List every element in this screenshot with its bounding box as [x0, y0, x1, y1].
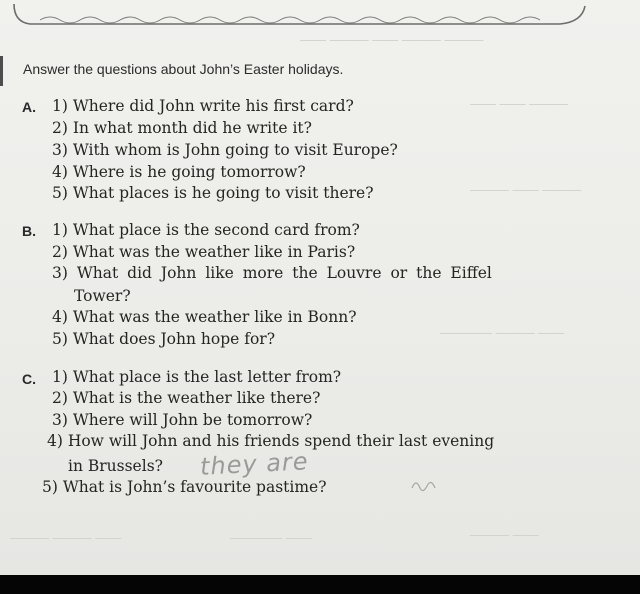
question-c4: 4) How will John and his friends spend their last evening: [47, 432, 495, 450]
bleed-through-text: ——— ——— ——: [10, 530, 122, 545]
question-c1: 1) What place is the last letter from?: [52, 368, 342, 386]
question-a4: 4) Where is he going tomorrow?: [52, 163, 306, 181]
exercise-instruction: Answer the questions about John’s Easter holidays.: [23, 61, 344, 77]
question-c5: 5) What is John’s favourite pastime?: [42, 478, 327, 496]
question-c3: 3) Where will John be tomorrow?: [52, 411, 313, 429]
question-b5: 5) What does John hope for?: [52, 330, 276, 348]
question-b3: 3) What did John like more the Louvre or the Eiffel: [52, 264, 492, 282]
pencil-scribble-icon: [408, 470, 448, 500]
question-b1: 1) What place is the second card from?: [52, 221, 360, 239]
question-a2: 2) In what month did he write it?: [52, 119, 312, 137]
bleed-through-text: ———— ——— ——: [440, 325, 565, 340]
question-a3: 3) With whom is John going to visit Europe?: [52, 141, 398, 159]
bleed-through-text: —— —— ———: [470, 96, 569, 111]
bleed-through-text: ——— ——: [470, 527, 539, 542]
question-a1: 1) Where did John write his first card?: [52, 97, 354, 115]
question-c4-continued: in Brussels?: [68, 457, 163, 475]
screen-bottom-bar: [0, 575, 640, 594]
question-b4: 4) What was the weather like in Bonn?: [52, 308, 357, 326]
section-letter-c: C.: [22, 371, 36, 387]
handwritten-note: they are: [199, 447, 310, 481]
bleed-through-text: —— ——— —— ——— ———: [300, 32, 484, 47]
question-a5: 5) What places is he going to visit there?: [52, 184, 374, 202]
bleed-through-text: ——— —— ———: [470, 182, 582, 197]
question-c2: 2) What is the weather like there?: [52, 389, 321, 407]
bleed-through-text: ———— ——: [230, 530, 312, 545]
section-letter-b: B.: [22, 223, 36, 239]
question-b2: 2) What was the weather like in Paris?: [52, 243, 356, 261]
question-b3-continued: Tower?: [74, 287, 131, 305]
section-letter-a: A.: [22, 99, 36, 115]
margin-bar: [0, 56, 3, 86]
